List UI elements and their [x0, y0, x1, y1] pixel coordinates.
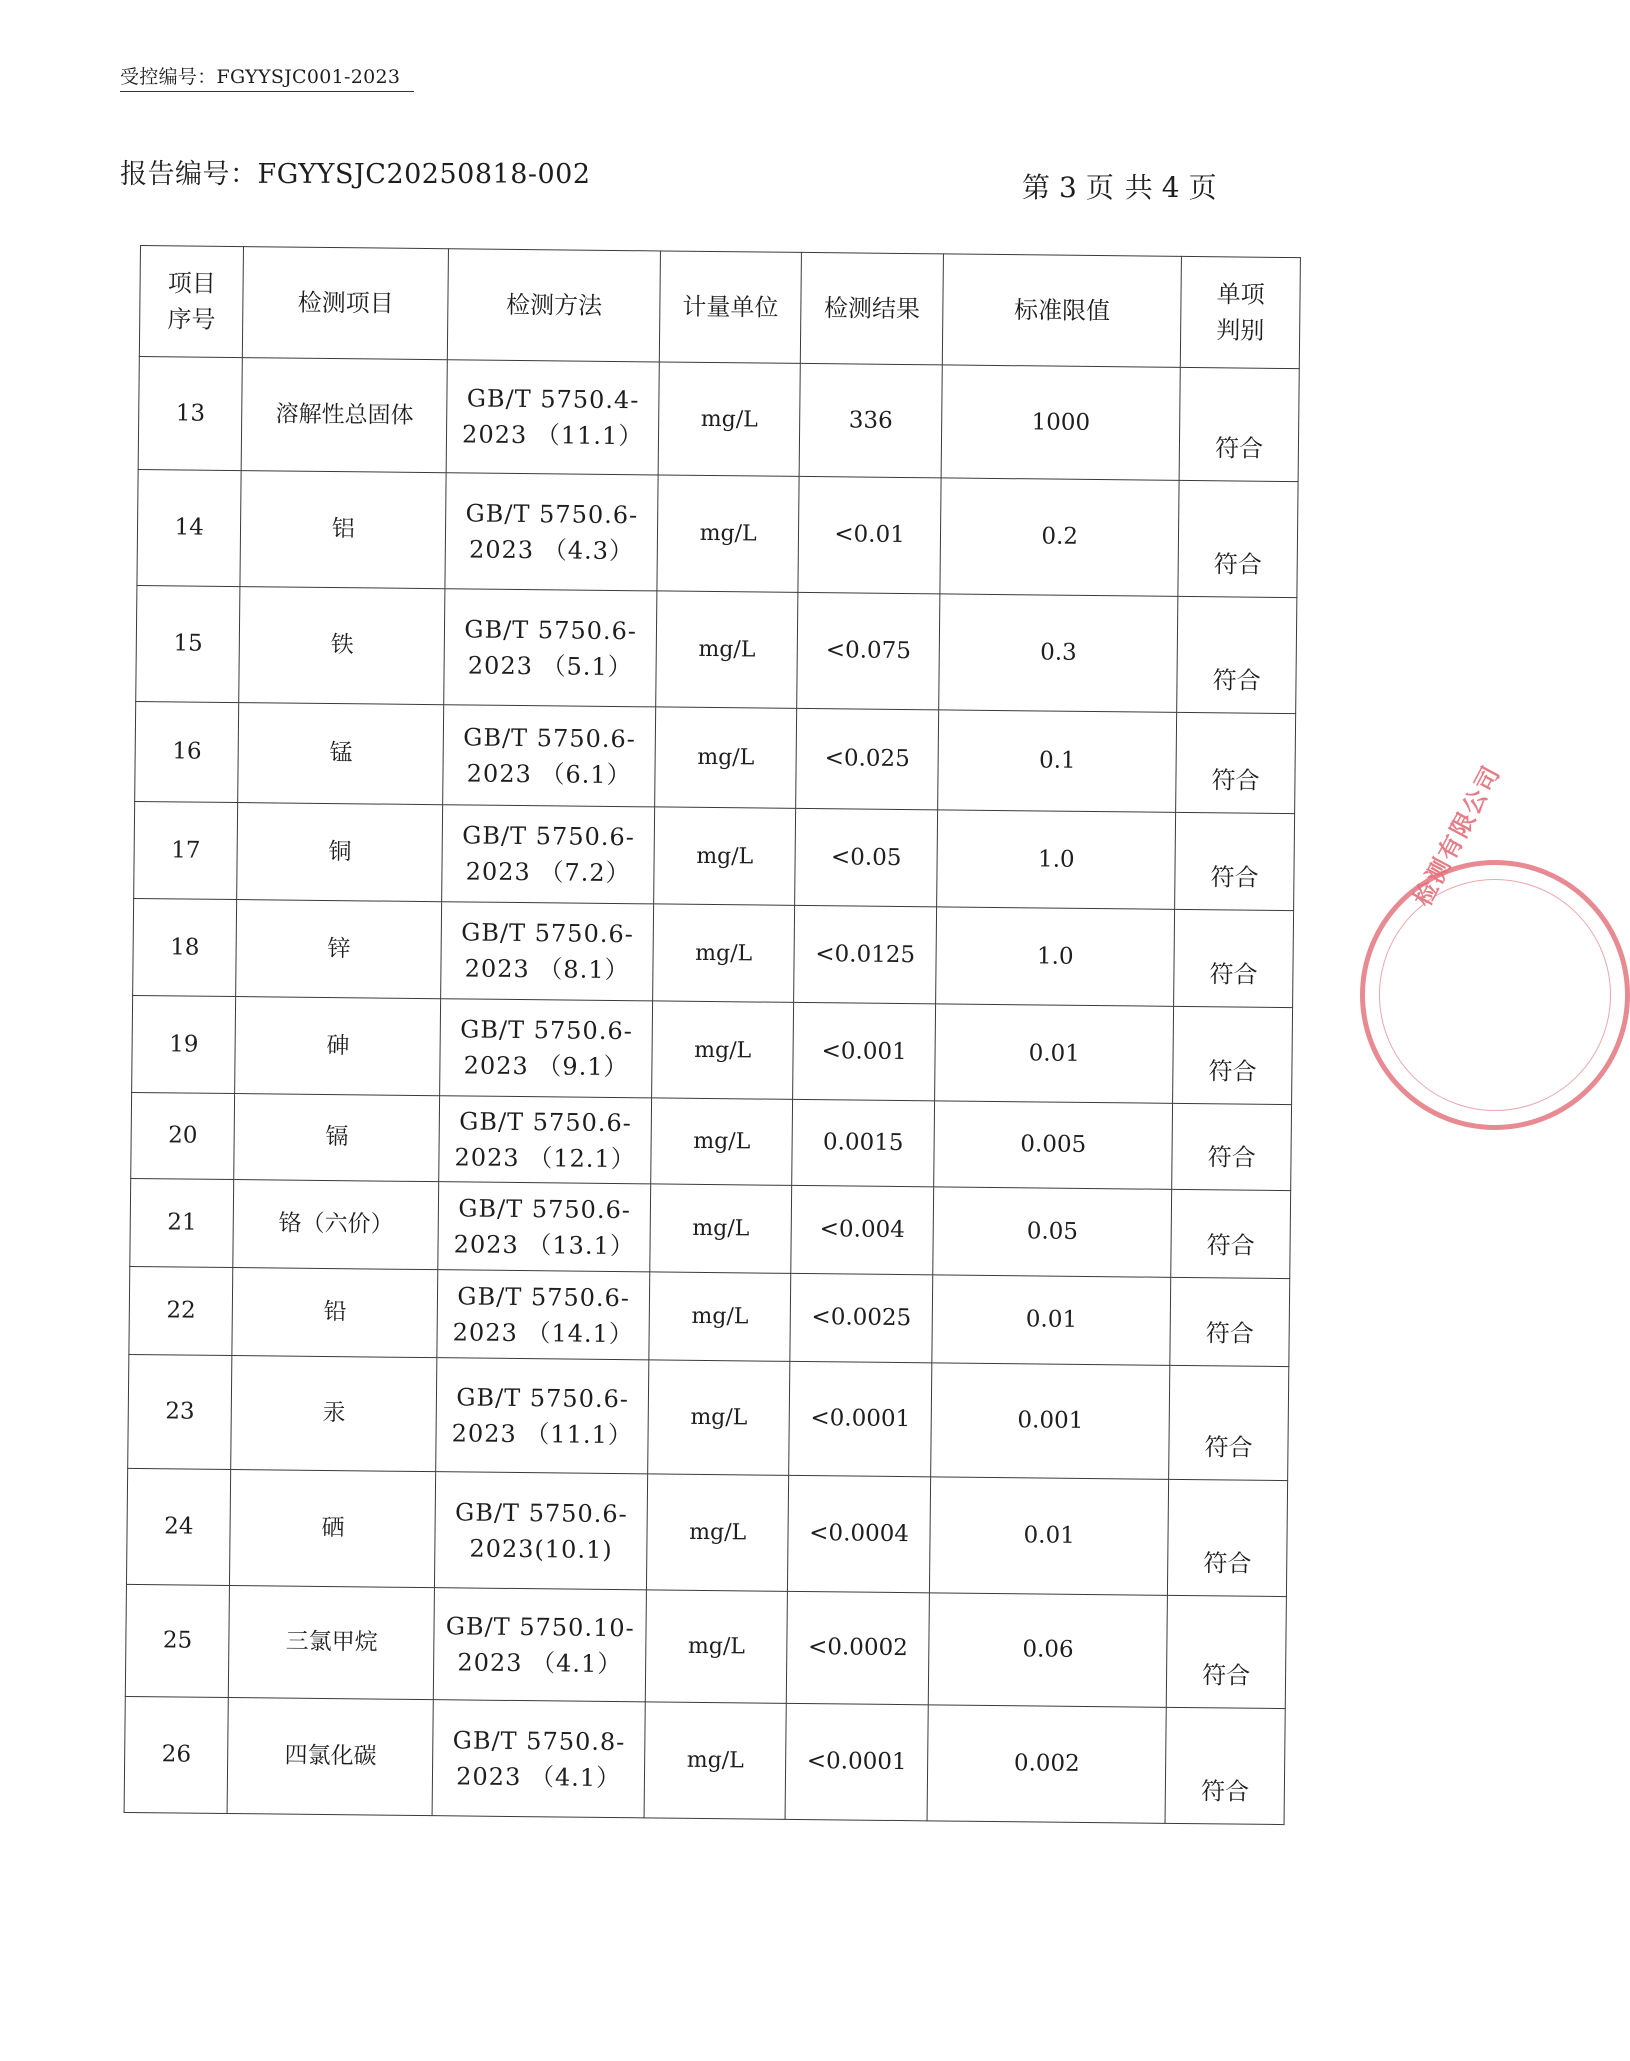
- cell-limit: 0.002: [927, 1705, 1166, 1823]
- cell-judge: 符合: [1174, 909, 1294, 1007]
- cell-no: 24: [126, 1468, 231, 1585]
- cell-item: 四氯化碳: [228, 1698, 434, 1816]
- cell-unit: mg/L: [651, 1098, 793, 1185]
- cell-method: GB/T 5750.6- 2023 （5.1）: [444, 589, 657, 707]
- cell-item: 锰: [238, 703, 444, 805]
- cell-judge: 符合: [1169, 1365, 1289, 1480]
- header-unit: 计量单位: [659, 251, 801, 363]
- table-row: [131, 1092, 1292, 1190]
- table-row: [138, 356, 1299, 481]
- header-result: 检测结果: [800, 252, 943, 364]
- cell-no: 23: [128, 1354, 233, 1469]
- cell-method: GB/T 5750.6- 2023 （8.1）: [441, 902, 654, 1001]
- table-row: [137, 469, 1298, 597]
- cell-no: 14: [137, 469, 242, 586]
- cell-limit: 0.01: [935, 1004, 1174, 1103]
- cell-method: GB/T 5750.8- 2023 （4.1）: [432, 1700, 645, 1818]
- cell-item: 硒: [230, 1470, 436, 1588]
- seal-text: 检测有限公司: [1407, 759, 1507, 911]
- cell-method: GB/T 5750.6- 2023 （7.2）: [442, 805, 655, 904]
- table-row: [128, 1354, 1289, 1480]
- table-row: [129, 1266, 1290, 1366]
- cell-unit: mg/L: [644, 1702, 786, 1819]
- cell-no: 15: [136, 585, 241, 702]
- cell-judge: 符合: [1179, 367, 1299, 481]
- cell-item: 溶解性总固体: [242, 358, 448, 473]
- table-row: [124, 1696, 1285, 1824]
- cell-unit: mg/L: [647, 1474, 789, 1591]
- table-row: [132, 995, 1293, 1104]
- cell-result: <0.0002: [786, 1591, 929, 1704]
- header-seq: 项目 序号: [139, 246, 244, 358]
- cell-judge: 符合: [1177, 596, 1297, 713]
- cell-judge: 符合: [1170, 1277, 1290, 1366]
- cell-unit: mg/L: [658, 362, 800, 476]
- page-middle: 页 共: [1085, 171, 1154, 204]
- cell-item: 铬（六价）: [233, 1180, 439, 1270]
- cell-no: 13: [138, 356, 243, 470]
- page-suffix: 页: [1188, 171, 1218, 204]
- cell-unit: mg/L: [650, 1184, 792, 1273]
- cell-item: 铅: [232, 1268, 438, 1358]
- cell-limit: 0.01: [929, 1477, 1168, 1595]
- cell-result: <0.0001: [789, 1361, 932, 1476]
- cell-no: 19: [132, 995, 236, 1093]
- cell-result: <0.0025: [790, 1273, 933, 1362]
- cell-unit: mg/L: [653, 904, 795, 1002]
- cell-method: GB/T 5750.4- 2023 （11.1）: [446, 360, 659, 475]
- cell-judge: 符合: [1167, 1595, 1287, 1708]
- cell-result: <0.0001: [785, 1703, 928, 1820]
- table-row: [125, 1584, 1286, 1708]
- cell-unit: mg/L: [657, 475, 799, 592]
- cell-unit: mg/L: [645, 1590, 787, 1703]
- cell-limit: 0.1: [938, 710, 1177, 812]
- cell-result: <0.0004: [788, 1475, 931, 1592]
- page-current: 3: [1059, 171, 1078, 204]
- table-header-row: [139, 246, 1300, 369]
- header-judge: 单项 判别: [1181, 256, 1301, 368]
- cell-no: 20: [131, 1092, 235, 1179]
- cell-result: <0.025: [796, 708, 939, 809]
- cell-no: 22: [129, 1266, 233, 1355]
- cell-result: <0.0125: [794, 905, 937, 1003]
- cell-judge: 符合: [1172, 1103, 1292, 1190]
- report-number: 报告编号：FGYYSJC20250818-002: [120, 159, 591, 190]
- cell-result: <0.004: [791, 1185, 934, 1274]
- cell-result: 336: [799, 363, 942, 477]
- cell-result: <0.01: [798, 476, 941, 593]
- table-row: [134, 801, 1295, 910]
- cell-no: 18: [133, 898, 237, 996]
- cell-method: GB/T 5750.6- 2023(10.1): [435, 1472, 648, 1590]
- page-prefix: 第: [1022, 171, 1052, 204]
- cell-result: <0.001: [793, 1002, 936, 1100]
- cell-item: 镉: [234, 1094, 440, 1182]
- cell-method: GB/T 5750.6- 2023 （9.1）: [440, 999, 653, 1098]
- cell-item: 汞: [231, 1356, 437, 1472]
- cell-limit: 1.0: [937, 810, 1176, 909]
- company-seal-stamp: [1360, 759, 1630, 1130]
- cell-method: GB/T 5750.6- 2023 （13.1）: [438, 1182, 651, 1272]
- cell-unit: mg/L: [656, 591, 798, 708]
- cell-judge: 符合: [1165, 1707, 1285, 1824]
- cell-no: 26: [124, 1696, 229, 1813]
- cell-limit: 1000: [941, 365, 1180, 480]
- results-table: [124, 245, 1301, 1825]
- cell-unit: mg/L: [654, 807, 796, 905]
- cell-limit: 0.01: [932, 1275, 1171, 1365]
- table-row: [133, 898, 1294, 1007]
- cell-unit: mg/L: [655, 707, 797, 808]
- cell-judge: 符合: [1171, 1189, 1291, 1278]
- page-number: [1022, 166, 1218, 206]
- cell-result: <0.075: [797, 592, 940, 709]
- header-limit: 标准限值: [942, 254, 1181, 367]
- cell-no: 25: [125, 1584, 230, 1697]
- cell-method: GB/T 5750.10- 2023 （4.1）: [434, 1588, 647, 1702]
- cell-unit: mg/L: [649, 1272, 791, 1361]
- seal-inner-ring: [1379, 879, 1611, 1111]
- cell-item: 三氯甲烷: [229, 1586, 435, 1700]
- cell-item: 铝: [240, 471, 446, 589]
- cell-judge: 符合: [1176, 712, 1296, 813]
- cell-method: GB/T 5750.6- 2023 （4.3）: [445, 473, 658, 591]
- page-total: 4: [1161, 171, 1181, 204]
- cell-unit: mg/L: [652, 1001, 794, 1099]
- cell-result: 0.0015: [792, 1099, 935, 1186]
- cell-limit: 0.05: [933, 1187, 1172, 1277]
- cell-method: GB/T 5750.6- 2023 （14.1）: [437, 1270, 650, 1360]
- cell-result: <0.05: [795, 808, 938, 906]
- cell-limit: 0.005: [934, 1101, 1173, 1189]
- cell-judge: 符合: [1173, 1006, 1293, 1104]
- cell-limit: 1.0: [936, 907, 1175, 1006]
- cell-item: 铜: [237, 803, 443, 902]
- cell-limit: 0.3: [939, 594, 1178, 712]
- cell-no: 17: [134, 801, 238, 899]
- cell-method: GB/T 5750.6- 2023 （12.1）: [439, 1096, 652, 1184]
- cell-item: 锌: [236, 900, 442, 999]
- cell-judge: 符合: [1178, 480, 1298, 597]
- cell-item: 铁: [239, 587, 445, 705]
- table-row: [126, 1468, 1287, 1596]
- table-row: [130, 1178, 1291, 1278]
- cell-limit: 0.2: [940, 478, 1179, 596]
- table-row: [136, 585, 1297, 713]
- cell-limit: 0.001: [931, 1363, 1170, 1479]
- table-row: [135, 701, 1296, 813]
- header-item: 检测项目: [243, 247, 449, 360]
- results-table-wrapper: [124, 245, 1301, 1825]
- cell-unit: mg/L: [648, 1360, 790, 1475]
- cell-no: 16: [135, 701, 239, 802]
- cell-method: GB/T 5750.6- 2023 （11.1）: [436, 1358, 649, 1474]
- cell-judge: 符合: [1175, 812, 1295, 910]
- control-number: 受控编号：FGYYSJC001-2023: [120, 62, 414, 92]
- cell-limit: 0.06: [928, 1593, 1167, 1707]
- cell-judge: 符合: [1168, 1479, 1288, 1596]
- cell-method: GB/T 5750.6- 2023 （6.1）: [443, 705, 656, 807]
- cell-no: 21: [130, 1178, 234, 1267]
- header-method: 检测方法: [448, 249, 661, 362]
- cell-item: 砷: [235, 997, 441, 1096]
